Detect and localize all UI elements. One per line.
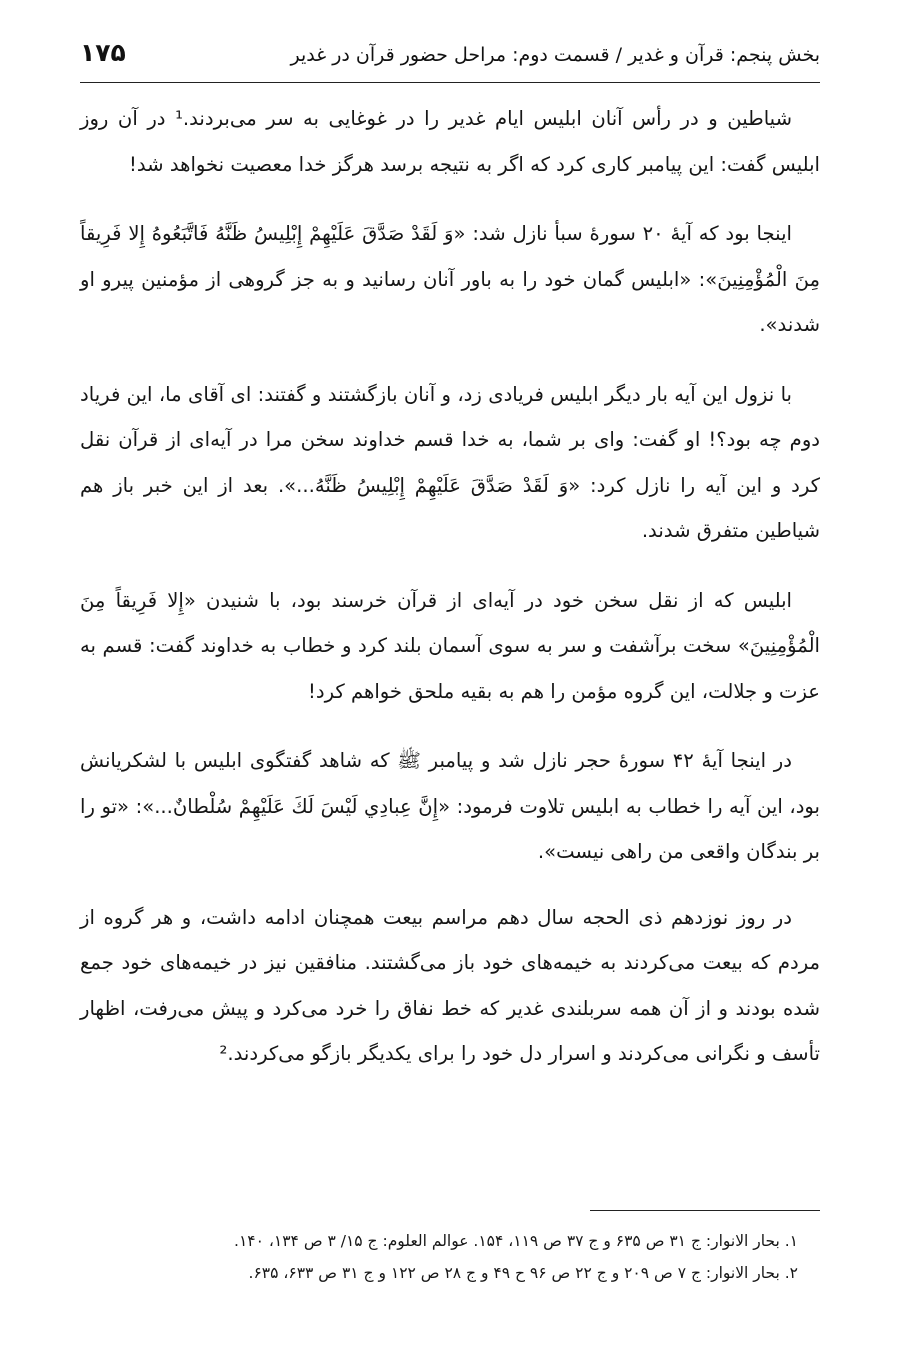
paragraph-5: در اینجا آیهٔ ۴۲ سورهٔ حجر نازل شد و پیامبر ﷺ که شاهد گفتگوی ابلیس با لشکریانش بود، این آیه را خطاب به ابلیس تلاوت فرمود: «إِنَّ عِبادِي لَيْسَ لَكَ عَلَيْهِمْ سُلْطانٌ...»: «تو را بر بندگان واقعی من راهی نیست». [80,749,820,863]
footnote-1: ۱. بحار الانوار: ج ۳۱ ص ۶۳۵ و ج ۳۷ ص ۱۱۹، ۱۵۴. عوالم العلوم: ج ۱۵/ ۳ ص ۱۳۴، ۱۴۰. [234,1232,798,1250]
paragraph-2: اینجا بود که آیهٔ ۲۰ سورهٔ سبأ نازل شد: «وَ لَقَدْ صَدَّقَ عَلَيْهِمْ إِبْلِيسُ ظَنَّهُ فَاتَّبَعُوهُ إِلا فَرِيقاً مِنَ الْمُؤْمِنِينَ»: «ابلیس گمان خود را به باور آنان رسانید و به جز گروهی از مؤمنین پیرو او شدند». [80,222,820,336]
paragraph-4: ابلیس که از نقل سخن خود در آیه‌ای از قرآن خرسند بود، با شنیدن «إِلا فَرِيقاً مِنَ الْمُؤْمِنِينَ» سخت برآشفت و سر به سوی آسمان بلند کرد و خطاب به خداوند گفت: قسم به عزت و جلالت، این گروه مؤمن را هم به بقیه ملحق خواهم کرد! [80,588,820,703]
footnote-2: ۲. بحار الانوار: ج ۷ ص ۲۰۹ و ج ۲۲ ص ۹۶ ح ۴۹ و ج ۲۸ ص ۱۲۲ و ج ۳۱ ص ۶۳۳، ۶۳۵. [248,1264,798,1282]
page-header [80,36,820,83]
main-text [80,96,820,1101]
footnote-divider [590,1210,820,1211]
page-number: ۱۷۵ [80,38,126,67]
paragraph-6: در روز نوزدهم ذی الحجه سال دهم مراسم بیعت همچنان ادامه داشت، و هر گروه از مردم که بیعت می‌کردند به خیمه‌های خود باز می‌گشتند. منافقین نیز در خیمه‌های خود جمع شده بودند و از آن همه سربلندی غدیر که خط نفاق را خرد می‌کرد و پیش می‌رفت، اظهار تأسف و نگرانی می‌کردند و اسرار دل خود را برای یکدیگر بازگو می‌کردند.² [80,905,820,1065]
paragraph-3: با نزول این آیه بار دیگر ابلیس فریادی زد، و آنان بازگشتند و گفتند: ای آقای ما، این فریاد دوم چه بود؟! او گفت: وای بر شما، به خدا قسم خداوند سخن مرا در آیه‌ای از قرآن نقل کرد و این آیه را نازل کرد: «وَ لَقَدْ صَدَّقَ عَلَيْهِمْ إِبْلِيسُ ظَنَّهُ...». بعد از این خبر باز هم شیاطین متفرق شدند. [80,382,820,542]
running-head: بخش پنجم: قرآن و غدیر / قسمت دوم: مراحل حضور قرآن در غدیر [290,44,820,66]
paragraph-1: شیاطین و در رأس آنان ابلیس ایام غدیر را در غوغایی به سر می‌بردند.¹ در آن روز ابلیس گفت: این پیامبر کاری کرد که اگر به نتیجه برسد هرگز خدا معصیت نخواهد شد! [80,107,820,176]
footnotes [80,1225,820,1289]
